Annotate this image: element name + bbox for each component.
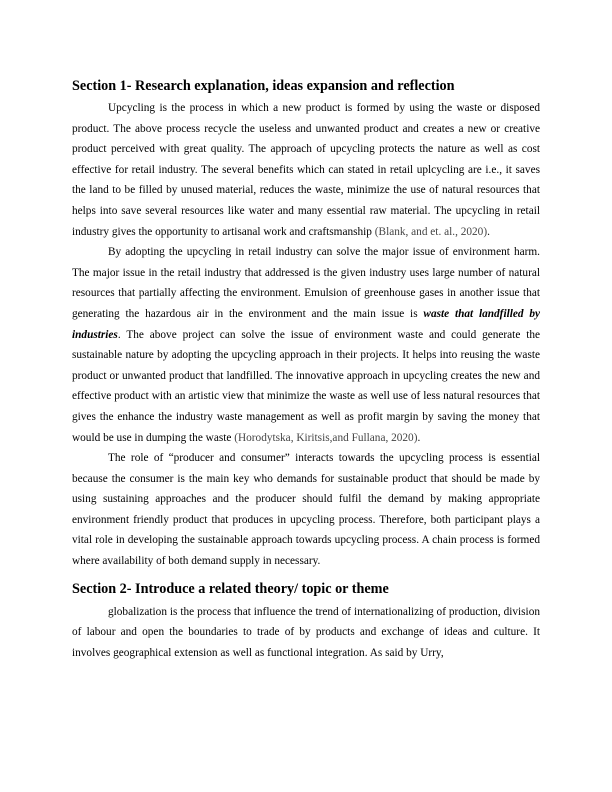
sentence-end: . xyxy=(417,431,421,444)
section-1-heading: Section 1- Research explanation, ideas expansion and reflection xyxy=(72,78,455,94)
section-2-heading: Section 2- Introduce a related theory/ topic or theme xyxy=(72,580,389,597)
sentence-end: . xyxy=(487,225,490,238)
paragraph-text: Upcycling is the process in which a new product is formed by using the waste or disposed product. The above process recycle the useless and unwanted product and creates a new or creative product perceived with great quality. The approach of upcycling protects the nature as well as cost effective for retail industry. The several benefits which can stated in retail uplcycling are i.e., it saves the land to be filled by unused material, reduces the waste, minimize the use of natural resources that helps into save several resources like water and many essential raw material. The upcycling in retail industry gives the opportunity to artisanal work and craftsmanship xyxy=(72,102,540,238)
section-1-paragraph-1 xyxy=(72,98,540,242)
paragraph-text: The role of “producer and consumer” interacts towards the upcycling process is essential because the consumer is the main key who demands for sustainable product that should be made by using sustaining approaches and the producer should fulfil the demand by making appropriate environment friendly product that produces in upcycling process. Therefore, both participant plays a vital role in developing the sustainable approach towards upcycling process. A chain process is formed where availability of both demand supply in necessary. xyxy=(72,452,540,568)
emphasized-phrase: waste that landfilled by industries xyxy=(72,307,540,341)
section-2-paragraph-1 xyxy=(72,602,540,664)
paragraph-text-continued: . The above project can solve the issue of environment waste and could generate the sustainable nature by adopting the upcycling approach in their projects. It helps into reusing the waste product or unwanted product that landfilled. The innovative approach in upcycling creates the new and effective product with an artistic view that minimize the waste as well use of less natural resources that gives the enhance the industry waste management as well as profit margin by saving the money that would be use in dumping the waste xyxy=(72,328,540,444)
paragraph-text: globalization is the process that influence the trend of internationalizing of production, division of labour and open the boundaries to trade of by products and exchange of ideas and culture. It involves geographical extension as well as functional integration. As said by Urry, xyxy=(72,605,540,659)
paragraph-text: By adopting the upcycling in retail industry can solve the major issue of environment harm. The major issue in the retail industry that addressed is the given industry uses large number of natural resources that partially affecting the environment. Emulsion of greenhouse gases in another issue that generating the hazardous air in the environment and the main issue is xyxy=(72,246,540,320)
citation: (Horodytska, Kiritsis,and Fullana, 2020) xyxy=(234,431,418,444)
section-1-paragraph-3 xyxy=(72,448,540,572)
document-body xyxy=(72,78,540,663)
citation: (Blank, and et. al., 2020) xyxy=(374,225,488,238)
section-1-paragraph-2 xyxy=(72,242,540,448)
